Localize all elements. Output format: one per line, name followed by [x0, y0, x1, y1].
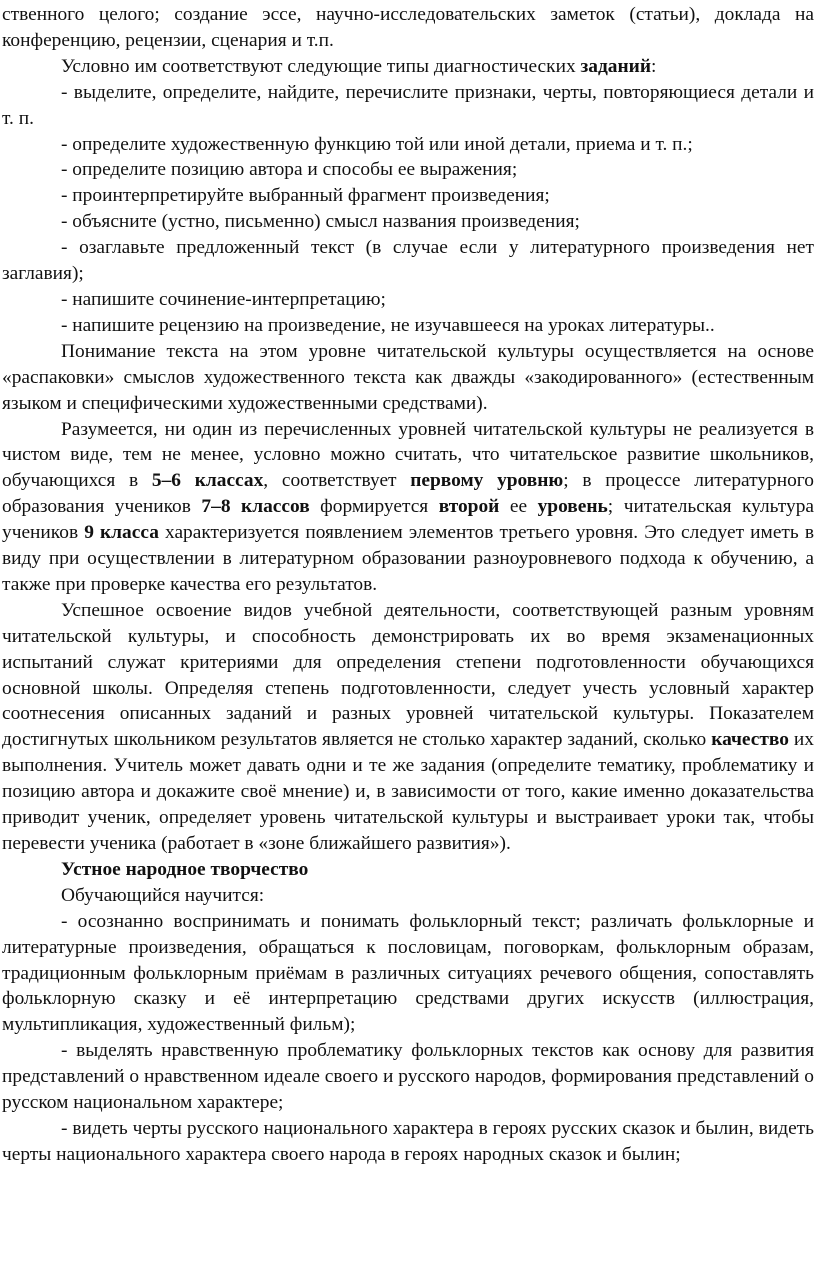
list-item: - выделять нравственную проблематику фольклорных текстов как основу для развития представлений о нравственном идеале своего и русского народов, формирования представлений о русском национальном характере;	[2, 1040, 814, 1114]
paragraph-learner-will: Обучающийся научится:	[61, 884, 265, 906]
bold-term-tasks: заданий	[580, 55, 652, 77]
list-item: - объясните (устно, письменно) смысл названия произведения;	[61, 211, 580, 233]
bold-grades-5-6: 5–6 классах	[151, 470, 264, 492]
bold-level: уровень	[537, 496, 608, 518]
paragraph-understanding: Понимание текста на этом уровне читательской культуры осуществляется на основе «распаковки» смыслов художественного текста как дважды «закодированного» (естественным языком и специфическими художественными средствами).	[2, 340, 814, 414]
bold-grade-9: 9 класса	[84, 522, 159, 544]
list-item: - напишите рецензию на произведение, не изучавшееся на уроках литературы..	[61, 314, 715, 336]
paragraph-assessment: Успешное освоение видов учебной деятельности, соответствующей разным уровням читательской культуры, и способность демонстрировать их во время экзаменационных испытаний служат критериями для определения степени подготовленности обучающихся основной школы. Определяя степень подготовленности, следует учесть условный характер соотнесения описанных заданий и разных уровней читательской культуры. Показателем достигнутых школьником результатов является не столько характер заданий, сколько качество их выполнения. Учитель может давать одни и те же задания (определите тематику, проблематику и позицию автора и докажите своё мнение) и, в зависимости от того, какие именно доказательства приводит ученик, определяет уровень читательской культуры и выстраивает уроки так, чтобы перевести ученика (работает в «зоне ближайшего развития»).	[2, 599, 814, 854]
paragraph-continuation: ственного целого; создание эссе, научно-исследовательских заметок (статьи), доклада на конференцию, рецензии, сценария и т.п.	[2, 4, 814, 51]
paragraph-levels: Разумеется, ни один из перечисленных уровней читательской культуры не реализуется в чистом виде, тем не менее, условно можно считать, что читательское развитие школьников, обучающихся в 5–6 классах, соответствует первому уровню; в процессе литературного образования учеников 7–8 классов формируется второй ее уровень; читательская культура учеников 9 класса характеризуется появлением элементов третьего уровня. Это следует иметь в виду при осуществлении в литературном образовании разноуровневого подхода к обучению, а также при проверке качества его результатов.	[2, 418, 815, 595]
section-heading: Устное народное творчество	[61, 858, 309, 880]
list-item: - определите позицию автора и способы ее выражения;	[61, 159, 518, 181]
paragraph-task-types: Условно им соответствуют следующие типы диагностических заданий:	[61, 55, 657, 77]
list-item: - напишите сочинение-интерпретацию;	[61, 288, 386, 310]
bold-first-level: первому уровню	[410, 470, 564, 492]
list-item: - определите художественную функцию той или иной детали, приема и т. п.;	[61, 133, 693, 155]
list-item: - выделите, определите, найдите, перечислите признаки, черты, повторяющиеся детали и т. п.	[2, 81, 814, 129]
bold-quality: качество	[711, 729, 789, 751]
bold-second: второй	[438, 496, 500, 518]
list-item: - проинтерпретируйте выбранный фрагмент произведения;	[61, 185, 550, 207]
list-item: - видеть черты русского национального характера в героях русских сказок и былин, видеть черты национального характера своего народа в героях народных сказок и былин;	[2, 1117, 814, 1165]
list-item: - озаглавьте предложенный текст (в случае если у литературного произведения нет заглавия);	[2, 237, 814, 285]
list-item: - осознанно воспринимать и понимать фольклорный текст; различать фольклорные и литературные произведения, обращаться к пословицам, поговоркам, фольклорным образам, традиционным фольклорным приёмам в различных ситуациях речевого общения, сопоставлять фольклорную сказку и её интерпретацию средствами других искусств (иллюстрация, мультипликация, художественный фильм);	[2, 910, 814, 1036]
bold-grades-7-8: 7–8 классов	[201, 496, 310, 518]
